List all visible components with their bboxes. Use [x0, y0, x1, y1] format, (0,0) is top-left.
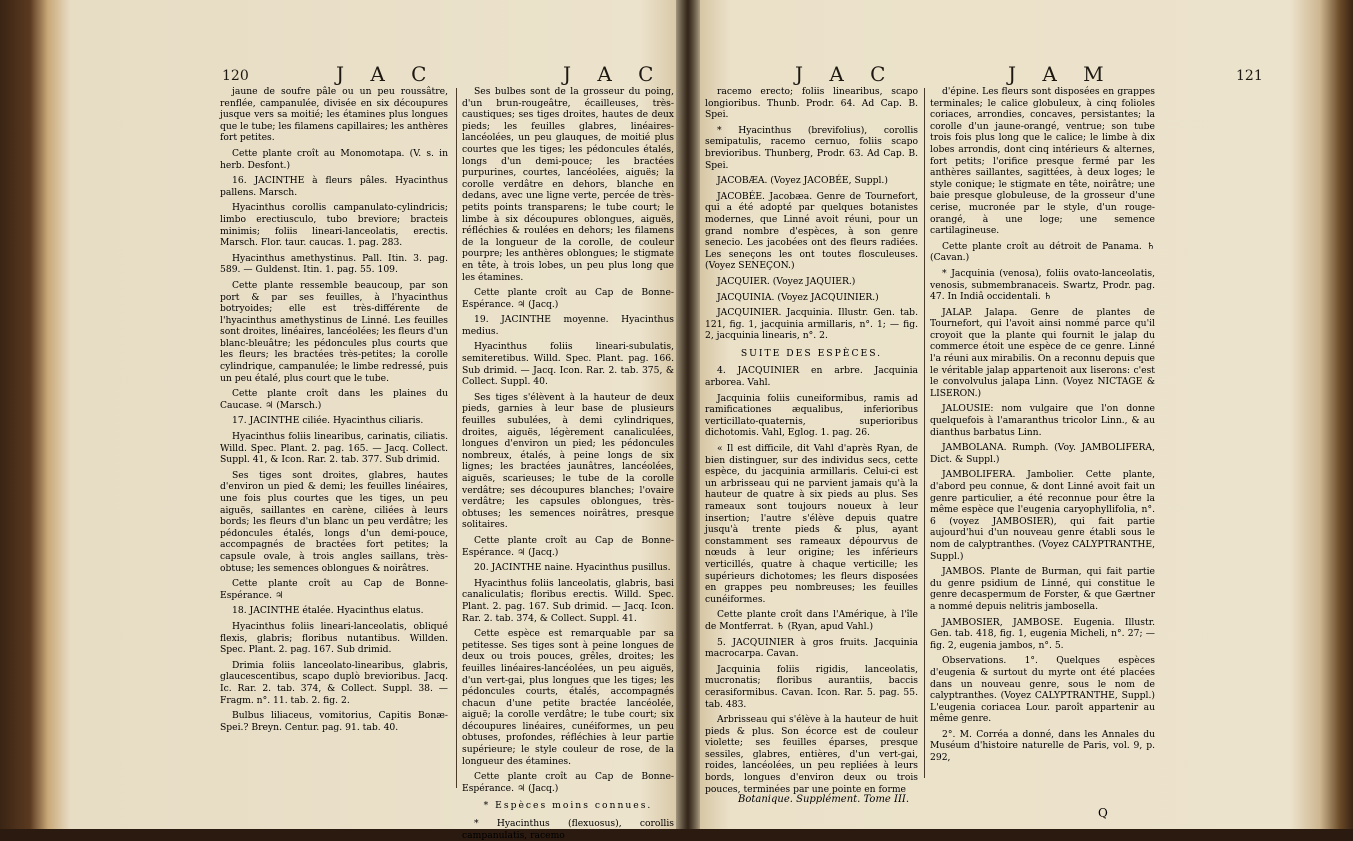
paragraph: 19. JACINTHE moyenne. Hyacinthus medius. — [462, 314, 674, 337]
paragraph: JALOUSIE: nom vulgaire que l'on donne quelquefois à l'amaranthus tricolor Linn., & au dianthus barbatus Linn. — [930, 403, 1155, 438]
paragraph: Hyacinthus corollis campanulato-cylindricis; limbo erectiusculo, tubo breviore; bracteis minimis; foliis lineari-lanceolatis, erectis. Marsch. Flor. taur. caucas. 1. pag. 283. — [220, 202, 448, 249]
paragraph: * Hyacinthus (brevifolius), corollis semipatulis, racemo cernuo, foliis scapo brevioribus. Thunberg, Prodr. 63. Ad Cap. B. Spei. — [705, 124, 918, 171]
paragraph: Hyacinthus foliis lineari-subulatis, semiteretibus. Willd. Spec. Plant. pag. 166. Sub drimid. — Jacq. Icon. Rar. 2. tab. 375, & Collect. Suppl. 40. — [462, 341, 674, 388]
paragraph: racemo erecto; foliis linearibus, scapo longioribus. Thunb. Prodr. 64. Ad Cap. B. Spei. — [705, 86, 918, 121]
paragraph: Drimia foliis lanceolato-linearibus, glabris, glaucescentibus, scapo duplò brevioribus. Jacq. Ic. Rar. 2. tab. 374, & Collect. Suppl. 38. — Fragm. n°. 11. tab. 2. fig. 2. — [220, 659, 448, 706]
paragraph: Cette plante croît au Monomotapa. (V. s. in herb. Desfont.) — [220, 147, 448, 171]
right-column-2 — [930, 86, 1155, 786]
paragraph: 18. JACINTHE étalée. Hyacinthus elatus. — [232, 605, 424, 617]
paragraph: Hyacinthus foliis lanceolatis, glabris, basi canaliculatis; floribus erectis. Willd. Spec. Plant. 2. pag. 167. Sub drimid. — Jacq. Icon. Rar. 2. tab. 374, & Collect. Suppl. 41. — [462, 577, 674, 624]
paragraph: 17. JACINTHE ciliée. Hyacinthus ciliaris. — [232, 415, 424, 427]
paragraph: Observations. 1°. Quelques espèces d'eugenia & surtout du myrte ont été placées dans un nouveau genre, sous le nom de calyptranthes. (Voyez CALYPTRANTHE, Suppl.) L'eugenia coriacea Lour. paroît appartenir au même genre. — [930, 655, 1155, 725]
signature-mark: Q — [1098, 806, 1108, 820]
paragraph: Bulbus liliaceus, vomitorius, Capitis Bonæ-Spei.? Breyn. Centur. pag. 91. tab. 40. — [220, 710, 448, 733]
paragraph: Hyacinthus foliis lineari-lanceolatis, obliqué flexis, glabris; floribus nutantibus. Willden. Spec. Plant. 2. pag. 167. Sub drimid. — [220, 620, 448, 656]
paragraph: JALAP. Jalapa. Genre de plantes de Tournefort, qui l'avoit ainsi nommé parce qu'il croyoit que la plante qui fournit le jalap du commerce étoit une espèce de ce genre. Linné l'a réuni aux mirabilis. On a reconnu depuis que le véritable jalap appartenoit aux liserons: c'est le convolvulus jalapa Linn. (Voyez NICTAGE & LISERON.) — [930, 306, 1155, 399]
paragraph: JACQUINIER. Jacquinia. Illustr. Gen. tab. 121, fig. 1, jacquinia armillaris, n°. 1; — fig. 2, jacquinia linearis, n°. 2. — [705, 307, 918, 342]
paragraph: Ses bulbes sont de la grosseur du poing, d'un brun-rougeâtre, écailleuses, très-caustiques; ses tiges droites, hautes de deux pieds; les feuilles glabres, linéaires-lancéolées, un peu glauques, de moitié plus courtes que les tiges; les pédoncules étalés, longs d'un demi-pouce; les bractées purpurines, courtes, lancéolées, aiguës; la corolle verdâtre en dehors, blanche en dedans, avec une ligne verte, percée de très-petits points transparens; le tube court; le limbe à six découpures oblongues, aiguës, réfléchies & roulées en dehors; les filamens de la longueur de la corolle, de couleur pourpre; les anthères oblongues; le stigmate en tête, à trois lobes, un peu plus long que les étamines. — [462, 86, 674, 283]
paragraph: * Espèces moins connues. — [483, 800, 653, 812]
paragraph: * Jacquinia (venosa), foliis ovato-lanceolatis, venosis, submembranaceis. Swartz, Prodr. pag. 47. In Indiâ occidentali. ♄ — [930, 267, 1155, 303]
page-footer: Botanique. Supplément. Tome III. — [738, 794, 910, 805]
paragraph: SUITE DES ESPÈCES. — [740, 347, 883, 359]
paragraph: JACQUIER. (Voyez JAQUIER.) — [717, 275, 856, 287]
paragraph: Cette plante croît au Cap de Bonne-Espérance. ♃ (Jacq.) — [462, 534, 674, 558]
running-head-left: J A C — [336, 62, 437, 86]
paragraph: Cette plante ressemble beaucoup, par son port & par ses feuilles, à l'hyacinthus botryoides; elle est très-différente de l'hyacinthus amethystinus de Linné. Les feuilles sont droites, linéaires, lancéolées; les fleurs d'un blanc-bleuâtre; les pédoncules plus courts que les fleurs; les bractées très-petites; la corolle cylindrique, campanulée; le limbe redressé, puis un peu étalé, plus court que le tube. — [220, 279, 448, 384]
paragraph: Ses tiges sont droites, glabres, hautes d'environ un pied & demi; les feuilles linéaires, une fois plus courtes que les tiges, un peu aiguës, saillantes en carène, ciliées à leurs bords; les fleurs d'un blanc un peu verdâtre; les pédoncules étalés, longs d'un demi-pouce, accompagnés de bractées fort petites; la capsule ovale, à trois angles saillans, très-obtuse; les semences oblongues & noirâtres. — [220, 469, 448, 574]
paragraph: Hyacinthus amethystinus. Pall. Itin. 3. pag. 589. — Guldenst. Itin. 1. pag. 55. 109. — [220, 252, 448, 276]
paragraph: Cette plante croît au détroit de Panama. ♄ (Cavan.) — [930, 240, 1155, 264]
page-number-left: 120 — [222, 68, 249, 84]
paragraph: JAMBOSIER, JAMBOSE. Eugenia. Illustr. Gen. tab. 418, fig. 1, eugenia Micheli, n°. 27; — fig. 2, eugenia jambos, n°. 5. — [930, 616, 1155, 651]
paragraph: Hyacinthus foliis linearibus, carinatis, ciliatis. Willd. Spec. Plant. 2. pag. 165. — Jacq. Collect. Suppl. 41, & Icon. Rar. 2. tab. 377. Sub drimid. — [220, 431, 448, 466]
running-head-left-2: J A C — [563, 62, 664, 86]
paragraph: jaune de soufre pâle ou un peu roussâtre, renflée, campanulée, divisée en six découpures jusque vers sa moitié; les étamines plus longues que le tube; les filamens capillaires; les anthères fort petites. — [220, 86, 448, 144]
paragraph: Arbrisseau qui s'élève à la hauteur de huit pieds & plus. Son écorce est de couleur violette; ses feuilles éparses, presque sessiles, glabres, entières, d'un vert-gai, roides, lancéolées, un peu repliées à leurs bords, longues d'environ deux ou trois pouces, terminées par une pointe en forme — [705, 714, 918, 795]
page-number-right: 121 — [1236, 68, 1263, 84]
left-column-1 — [220, 86, 448, 786]
paragraph: JAMBOLIFERA. Jambolier. Cette plante, d'abord peu connue, & dont Linné avoit fait un genre particulier, a été reconnue pour être la même espèce que l'eugenia caryophyllifolia, n°. 6 (voyez JAMBOSIER), qui fait partie aujourd'hui d'un nouveau genre établi sous le nom de calyptranthes. (Voyez CALYPTRANTHE, Suppl.) — [930, 469, 1155, 562]
left-column-2 — [462, 86, 674, 841]
paragraph: JAMBOS. Plante de Burman, qui fait partie du genre psidium de Linné, qui constitue le genre decaspermum de Forster, & que Gærtner a nommé depuis nelitris jambosella. — [930, 566, 1155, 612]
paragraph: * Hyacinthus (flexuosus), corollis campanulatis, racemo — [462, 818, 674, 841]
paragraph: « Il est difficile, dit Vahl d'après Ryan, de bien distinguer, sur des individus secs, cette espèce, du jacquinia armillaris. Celui-ci est un arbrisseau qui ne parvient jamais qu'à la hauteur de quatre à six pieds au plus. Ses rameaux sont toujours noueux à leur insertion; l'autre s'élève depuis quatre jusqu'à trente pieds & plus, ayant constamment ses rameaux dépourvus de nœuds à leur origine; les inférieurs verticillés, quatre à chaque verticille; les supérieurs dichotomes; les fleurs disposées en grappes peu nombreuses; les feuilles cunéiformes. — [705, 443, 918, 605]
right-column-1 — [705, 86, 918, 795]
paragraph: d'épine. Les fleurs sont disposées en grappes terminales; le calice globuleux, à cinq folioles coriaces, arrondies, concaves, persistantes; la corolle d'un jaune-orangé, ventrue; son tube trois fois plus long que le calice; le limbe à dix lobes arrondis, dont cinq intérieurs & alternes, fort petits; l'orifice presque fermé par les anthères saillantes, sagittées, à deux loges; le style conique; le stigmate en tête, noirâtre; une baie presque globuleuse, de la grosseur d'une cerise, mucronée par le style, d'un rouge-orangé, à une loge; une semence cartilagineuse. — [930, 86, 1155, 237]
paragraph: 5. JACQUINIER à gros fruits. Jacquinia macrocarpa. Cavan. — [705, 636, 918, 660]
paragraph: Jacquinia foliis rigidis, lanceolatis, mucronatis; floribus aurantiis, baccis cerasiformibus. Cavan. Icon. Rar. 5. pag. 55. tab. 483. — [705, 663, 918, 710]
running-head-right-2: J A M — [1008, 62, 1114, 86]
paragraph: Cette plante croît au Cap de Bonne-Espérance. ♃ (Jacq.) — [462, 287, 674, 310]
paragraph: JAMBOLANA. Rumph. (Voy. JAMBOLIFERA, Dict. & Suppl.) — [930, 442, 1155, 465]
paragraph: Ses tiges s'élèvent à la hauteur de deux pieds, garnies à leur base de plusieurs feuilles subulées, à demi cylindriques, droites, aiguës, légèrement canaliculées, longues d'environ un pied; les pédoncules nombreux, étalés, à peine longs de six lignes; les bractées jaunâtres, lancéolées, aiguës, scarieuses; le tube de la corolle verdâtre; ses découpures blanches; l'ovaire verdâtre; les capsules oblongues, très-obtuses; les semences noirâtres, presque solitaires. — [462, 391, 674, 531]
paragraph: Cette plante croît dans l'Amérique, à l'île de Montferrat. ♄ (Ryan, apud Vahl.) — [705, 609, 918, 632]
paragraph: 20. JACINTHE naine. Hyacinthus pusillus. — [474, 562, 671, 574]
paragraph: JACOBÉE. Jacobæa. Genre de Tournefort, qui a été adopté par quelques botanistes modernes, que Linné avoit réuni, pour un grand nombre d'espèces, à son genre senecio. Les jacobées ont des fleurs radiées. Les seneçons les ont toutes flosculeuses. (Voyez SENEÇON.) — [705, 190, 918, 272]
column-rule — [456, 88, 457, 788]
paragraph: Cette espèce est remarquable par sa petitesse. Ses tiges sont à peine longues de deux ou trois pouces, grêles, droites; les feuilles linéaires-lancéolées, un peu aiguës, d'un vert-gai, plus longues que les tiges; les pédoncules courts, étalés, accompagnés chacun d'une petite bractée lancéolée, aiguë; la corolle verdâtre; le tube court; six découpures linéaires, cunéiformes, un peu obtuses, profondes, réfléchies à leur partie supérieure; le style couleur de rose, de la longueur des étamines. — [462, 628, 674, 767]
column-rule-right — [924, 88, 925, 778]
paragraph: 2°. M. Corréa a donné, dans les Annales du Muséum d'histoire naturelle de Paris, vol. 9, p. 292, — [930, 728, 1155, 764]
paragraph: JACOBÆA. (Voyez JACOBÉE, Suppl.) — [717, 175, 888, 187]
paragraph: Jacquinia foliis cuneiformibus, ramis ad ramificationes æqualibus, inferioribus verticillato-quaternis, superioribus dichotomis. Vahl, Eglog. 1. pag. 26. — [705, 392, 918, 439]
book-gutter — [676, 0, 700, 829]
paragraph: Cette plante croît au Cap de Bonne-Espérance. ♃ — [220, 578, 448, 601]
paragraph: 4. JACQUINIER en arbre. Jacquinia arborea. Vahl. — [705, 365, 918, 389]
running-head-right: J A C — [795, 62, 896, 86]
paragraph: Cette plante croît dans les plaines du Caucase. ♃ (Marsch.) — [220, 388, 448, 411]
paragraph: Cette plante croît au Cap de Bonne-Espérance. ♃ (Jacq.) — [462, 771, 674, 794]
paragraph: 16. JACINTHE à fleurs pâles. Hyacinthus pallens. Marsch. — [220, 175, 448, 198]
paragraph: JACQUINIA. (Voyez JACQUINIER.) — [717, 291, 879, 303]
